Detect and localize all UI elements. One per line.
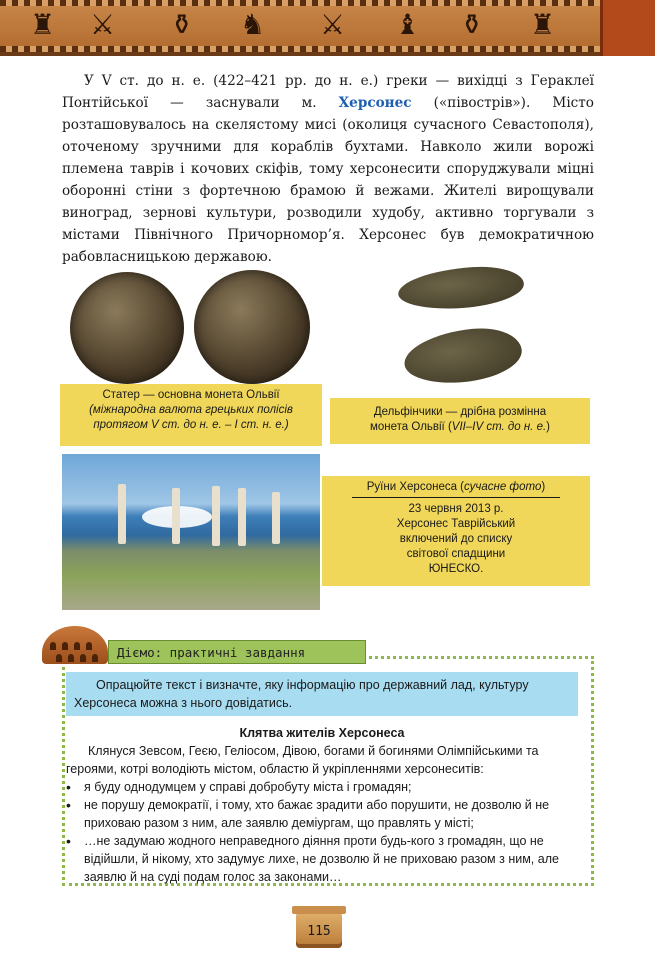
- page-number: 115: [296, 912, 342, 948]
- caption-text: світової спадщини: [406, 548, 506, 560]
- amphora-icon: ⚱: [170, 8, 194, 41]
- oath-title: Клятва жителів Херсонеса: [239, 726, 405, 740]
- colosseum-icon: [42, 626, 108, 664]
- caption-text: Херсонес Таврійський: [396, 518, 516, 530]
- tasks-section-header: Діємо: практичні завдання: [108, 640, 366, 664]
- corner-tab: [600, 0, 655, 56]
- caption-text: сучасне фото: [464, 481, 542, 493]
- stater-coin-obverse-image: [70, 272, 184, 384]
- photo-column: [172, 488, 180, 544]
- caption-text: протягом V ст. до н. е. – I ст. н. е.): [93, 419, 289, 431]
- task-text: Опрацюйте текст і визначте, яку інформацію про державний лад, культуру Херсонеса можна з нього довідатись.: [74, 678, 529, 710]
- dolphin-coin-image: [402, 324, 525, 388]
- frieze-band-top: [0, 0, 600, 6]
- caption-text: Статер — основна монета Ольвії: [102, 389, 280, 401]
- frieze-band-bottom: [0, 46, 600, 52]
- frieze-figure-icon: ♜: [530, 8, 556, 41]
- photo-column: [118, 484, 126, 544]
- caption-text: Дельфінчики — дрібна розмінна: [373, 406, 547, 418]
- caption-text: VII–IV ст. до н. е.: [451, 421, 547, 433]
- caption-text: включений до списку: [399, 533, 513, 545]
- list-item: • …не задумаю жодного неправедного діяння проти будь-кого з громадян, що не відійшли, й нікому, хто задумує лихе, не дозволю й не приховаю разом з ним, але заявлю й на суді подам голос за законами…: [84, 832, 578, 886]
- list-item: • я буду однодумцем у справі добробуту міста і громадян;: [84, 778, 578, 796]
- dolphin-caption: [330, 398, 590, 444]
- chersonesus-ruins-photo: [62, 454, 320, 610]
- photo-column: [212, 486, 220, 546]
- frieze-figure-icon: ⚔: [90, 8, 116, 41]
- caption-text: ): [541, 481, 546, 493]
- photo-column: [238, 488, 246, 546]
- caption-text: ЮНЕСКО.: [428, 563, 484, 575]
- photo-column: [272, 492, 280, 544]
- decorative-frieze: [0, 0, 600, 56]
- task-instruction: [66, 672, 578, 716]
- caption-text: ): [546, 421, 551, 433]
- ruins-caption: [322, 476, 590, 586]
- caption-text: (міжнародна валюта грецьких полісів: [89, 404, 293, 416]
- stater-caption: [60, 384, 322, 446]
- frieze-figure-icon: ⚔: [320, 8, 346, 41]
- oath-intro: Клянуся Зевсом, Геєю, Геліосом, Дівою, богами й богинями Олімпійськими та героями, котрі володіють містом, областю й укріпленнями херсонеситів:: [66, 744, 539, 776]
- frieze-figure-icon: ⚱: [460, 8, 484, 41]
- frieze-figure-icon: ♞: [240, 8, 266, 41]
- oath-list: [66, 778, 578, 886]
- paragraph-text: У V ст. до н. е. (422–421 рр. до н. е.) греки — вихідці з Гераклеї Понтійської — заснували м.: [62, 73, 594, 111]
- stater-coin-reverse-image: [194, 270, 310, 384]
- term-highlight: Херсонес: [338, 95, 412, 111]
- caption-text: монета Ольвії (: [369, 421, 452, 433]
- caption-text: Руїни Херсонеса (: [366, 481, 465, 493]
- dolphin-coin-image: [397, 264, 525, 313]
- main-paragraph: [62, 70, 594, 268]
- frieze-figure-icon: ♜: [30, 8, 56, 41]
- caption-text: 23 червня 2013 р.: [408, 503, 504, 515]
- frieze-figure-icon: ♝: [395, 8, 421, 41]
- paragraph-text: («півострів»). Місто розташовувалось на скелястому мисі (околиця сучасного Севастополя), оточеному зручними для кораблів бухтами. Навколо жили ворожі племена таврів і кочових скіфів, тому херсонесити споруджували міцні оборонні стіни з фортечною брамою й вежами. Жителі вирощували виноград, зернові культури, розводили худобу, активно торгували з містами Північного Причорномор’я. Херсонес був демократичною рабовласницькою державою.: [62, 95, 594, 265]
- list-item: • не порушу демократії, і тому, хто бажає зрадити або порушити, не дозволю й не приховаю разом з ним, але заявлю деміургам, що правлять у місті;: [84, 796, 578, 832]
- oath-section: [66, 724, 578, 886]
